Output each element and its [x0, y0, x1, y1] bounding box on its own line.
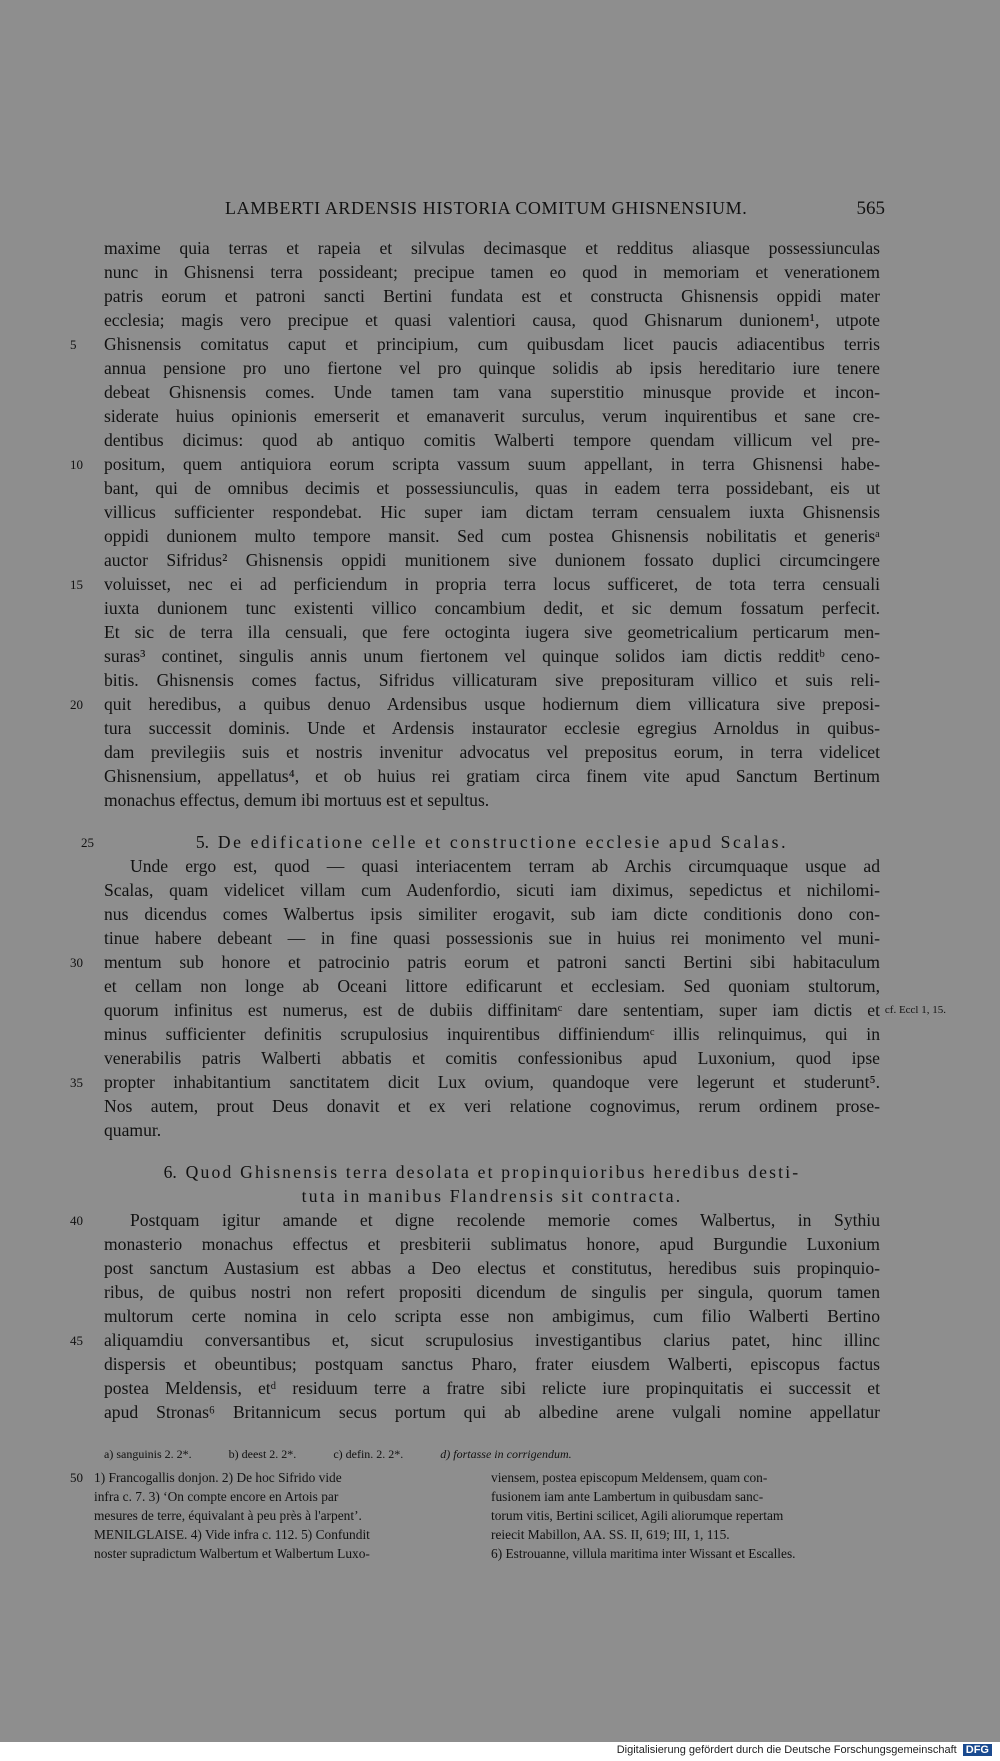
line-text: bant, qui de omnibus decimis et possessiunculis, quas in eadem terra possidebant, eis ut: [104, 478, 880, 498]
line-text: oppidi dunionem multo tempore mansit. Sed cum postea Ghisnensis nobilitatis et generisᵃ: [104, 526, 880, 546]
section-number: 6.: [163, 1162, 177, 1182]
line-text: propter inhabitantium sanctitatem dicit Lux ovium, quandoque vere legerunt et studerunt⁵.: [104, 1072, 880, 1092]
line-text: dispersis et obeuntibus; postquam sanctus Pharo, frater eiusdem Walberti, episcopus factus: [104, 1354, 880, 1374]
line-text: suras³ continet, singulis annis unum fiertonem vel quinque solidos iam dictis redditᵇ ceno-: [104, 646, 880, 666]
line-text: dam previlegiis suis et nostris invenitur advocatus vel prepositus eorum, in terra videlicet: [104, 742, 880, 762]
line-text: venerabilis patris Walberti abbatis et comitis confessionibus apud Luxonium, quod ipse: [104, 1048, 880, 1068]
section-title: De edificatione celle et constructione ecclesie apud Scalas.: [217, 832, 789, 852]
text-line: [104, 308, 880, 332]
line-text: Et sic de terra illa censuali, que fere octoginta iugera sive geometricalium perticarum men-: [104, 622, 880, 642]
text-line: [70, 692, 880, 716]
line-text: minus sufficienter definitis scrupulosius inquirentibus diffiniendumᶜ illis relinquimus, qui in: [104, 1024, 880, 1044]
text-line: [104, 380, 880, 404]
text-line: [104, 548, 880, 572]
text-line: [104, 236, 880, 260]
line-text: Ghisnensis comitatus caput et principium, cum quibusdam licet paucis adiacentibus terris: [104, 334, 880, 354]
footnote-line: mesures de terre, équivalant à peu près à l'arpent’.: [94, 1508, 362, 1523]
dfg-footer: [617, 1744, 992, 1756]
text-line: [70, 1070, 880, 1094]
text-line: [104, 1352, 880, 1376]
running-header: [0, 198, 1000, 228]
text-line: [104, 902, 880, 926]
footnote-line: 1) Francogallis donjon. 2) De hoc Sifrido vide: [94, 1470, 342, 1485]
line-text: monachus effectus, demum ibi mortuus est et sepultus.: [104, 790, 490, 810]
section-heading-5: [81, 830, 880, 854]
text-line: [104, 926, 880, 950]
apparatus-a: a) sanguinis 2. 2*.: [104, 1447, 192, 1461]
paragraph-block-1: [70, 236, 880, 812]
text-line: [70, 950, 880, 974]
line-text: nunc in Ghisnensi terra possideant; precipue tamen eo quod in memoriam et venerationem: [104, 262, 880, 282]
line-text: aliquamdiu conversantibus et, sicut scrupulosius investigantibus clarius patet, hinc illinc: [104, 1330, 880, 1350]
line-number: 20: [70, 697, 83, 712]
line-text: annua pensione pro uno fiertone vel pro quinque solidis ab ipsis hereditario iure tenere: [104, 358, 880, 378]
text-line: [104, 1280, 880, 1304]
footnote-line: torum vitis, Bertini scilicet, Agili aliorumque repertam: [491, 1508, 784, 1523]
section-heading-6-cont: [104, 1184, 880, 1208]
margin-note: cf. Eccl 1, 15.: [884, 1004, 946, 1016]
text-line: [104, 1046, 880, 1070]
line-number: 35: [70, 1075, 83, 1090]
text-line: [104, 1376, 880, 1400]
line-text: voluisset, nec ei ad perficiendum in propria terra locus sufficeret, de tota terra censuali: [104, 574, 880, 594]
section-title-line-2: tuta in manibus Flandrensis sit contracta.: [301, 1186, 683, 1206]
text-line: [104, 1304, 880, 1328]
text-line: [104, 1400, 880, 1424]
text-line: [104, 404, 880, 428]
text-line: [104, 716, 880, 740]
text-line: [104, 644, 880, 668]
section-title-line-1: Quod Ghisnensis terra desolata et propinquioribus heredibus desti-: [185, 1162, 801, 1182]
paragraph-block-3: [70, 1208, 880, 1424]
line-number: 50: [70, 1470, 83, 1485]
line-number: 30: [70, 955, 83, 970]
line-text: quit heredibus, a quibus denuo Ardensibus usque hodiernum diem villicatura sive preposi-: [104, 694, 880, 714]
text-line: [104, 1256, 880, 1280]
line-text: Nos autem, prout Deus donavit et ex veri relatione cognovimus, rerum ordinem prose-: [104, 1096, 880, 1116]
main-text: [70, 236, 946, 1424]
footnotes-right-column: [491, 1468, 881, 1563]
text-line: [104, 620, 880, 644]
line-text: post sanctum Austasium est abbas a Deo electus et constitutus, heredibus suis propinquio-: [104, 1258, 880, 1278]
line-text: postea Meldensis, etᵈ residuum terre a fratre sibi relicte iure propinquitatis ei successit et: [104, 1378, 880, 1398]
line-text: nus dicendus comes Walbertus ipsis similiter erogavit, sub iam dicte conditionis dono con-: [104, 904, 880, 924]
footnote-line: reiecit Mabillon, AA. SS. II, 619; III, 1, 115.: [491, 1527, 730, 1542]
line-text: mentum sub honore et patrocinio patris eorum et patroni sancti Bertini sibi habitaculum: [104, 952, 880, 972]
text-line: [70, 332, 880, 356]
line-text: Unde ergo est, quod — quasi interiacentem terram ab Archis circumquaque usque ad: [130, 856, 880, 876]
text-line: [104, 1094, 880, 1118]
text-line: [70, 1328, 880, 1352]
line-text: Scalas, quam videlicet villam cum Audenfordio, sicuti iam diximus, sepedictus et nichilomi-: [104, 880, 880, 900]
text-line: [104, 764, 880, 788]
line-text: bitis. Ghisnensis comes factus, Sifridus villicaturam sive preposituram villico et suis reli-: [104, 670, 880, 690]
footnote-line: 6) Estrouanne, villula maritima inter Wissant et Escalles.: [491, 1546, 796, 1561]
text-line: [104, 998, 946, 1022]
line-number: 25: [81, 835, 94, 850]
text-line: [70, 1208, 880, 1232]
text-line: [104, 788, 880, 812]
line-text: positum, quem antiquiora eorum scripta vassum suum appellant, in terra Ghisnensi habe-: [104, 454, 880, 474]
text-line: [104, 260, 880, 284]
line-text: quorum infinitus est numerus, est de dubiis diffinitamᶜ dare sententiam, super iam dictis et: [104, 1000, 880, 1020]
line-text: villicus sufficienter respondebat. Hic super iam dictam terram censualem iuxta Ghisnensis: [104, 502, 880, 522]
critical-apparatus: [104, 1447, 880, 1462]
line-text: debeat Ghisnensis comes. Unde tamen tam vana superstitio minusque provide et incon-: [104, 382, 880, 402]
line-text: monasterio monachus effectus et presbiterii sublimatus honore, apud Burgundie Luxonium: [104, 1234, 880, 1254]
footnote-line: noster supradictum Walbertum et Walbertum Luxo-: [94, 1546, 370, 1561]
text-line: [70, 452, 880, 476]
running-title: LAMBERTI ARDENSIS HISTORIA COMITUM GHISNENSIUM.: [225, 198, 748, 218]
text-line: [70, 572, 880, 596]
text-line: [104, 596, 880, 620]
line-text: siderate huius opinionis emerserit et emanaverit surculus, verum inquirentibus et sane cre-: [104, 406, 880, 426]
line-text: maxime quia terras et rapeia et silvulas decimasque et redditus aliasque possessiunculas: [104, 238, 880, 258]
line-number: 5: [70, 337, 77, 352]
line-text: quamur.: [104, 1120, 162, 1140]
line-text: et cellam non longe ab Oceani littore edificarunt et ecclesiam. Sed quoniam stultorum,: [104, 976, 880, 996]
line-text: auctor Sifridus² Ghisnensis oppidi munitionem sive dunionem fossato duplici circumcingere: [104, 550, 880, 570]
text-line: [104, 524, 880, 548]
text-line: [104, 476, 880, 500]
footnote-line: infra c. 7. 3) ‘On compte encore en Artois par: [94, 1489, 339, 1504]
apparatus-c: c) defin. 2. 2*.: [333, 1447, 404, 1461]
line-text: Ghisnensium, appellatus⁴, et ob huius rei gratiam circa finem vite apud Sanctum Bertinum: [104, 766, 880, 786]
text-line: [104, 428, 880, 452]
footnotes-left-column: [94, 1468, 489, 1563]
dfg-logo: DFG: [963, 1744, 992, 1756]
line-text: ecclesia; magis vero precipue et quasi valentiori causa, quod Ghisnarum dunionem¹, utpote: [104, 310, 880, 330]
text-line: [104, 1232, 880, 1256]
line-text: multorum certe nomina in celo scripta esse non ambigimus, cum filio Walberti Bertino: [104, 1306, 880, 1326]
line-number: 10: [70, 457, 83, 472]
line-text: tinue habere debeant — in fine quasi possessionis sue in huius rei monimento vel muni-: [104, 928, 880, 948]
section-number: 5.: [195, 832, 210, 852]
footer-text: Digitalisierung gefördert durch die Deutsche Forschungsgemeinschaft: [616, 1744, 957, 1756]
footnote-line: viensem, postea episcopum Meldensem, quam con-: [491, 1470, 768, 1485]
text-line: [104, 854, 880, 878]
apparatus-d: d) fortasse in corrigendum.: [440, 1447, 572, 1461]
line-text: apud Stronas⁶ Britannicum secus portum qui ab albedine arene vulgali nomine appellatur: [104, 1402, 880, 1422]
line-text: Postquam igitur amande et digne recolende memorie comes Walbertus, in Sythiu: [130, 1210, 880, 1230]
line-text: tura successit dominis. Unde et Ardensis instaurator ecclesie egregius Arnoldus in quibus-: [104, 718, 880, 738]
section-heading-6: [84, 1160, 880, 1184]
paragraph-block-2: [70, 854, 946, 1142]
line-text: dentibus dicimus: quod ab antiquo comitis Walberti tempore quendam villicum vel pre-: [104, 430, 880, 450]
footnote-line: MENILGLAISE. 4) Vide infra c. 112. 5) Confundit: [94, 1527, 370, 1542]
text-line: [104, 1022, 880, 1046]
line-number: 15: [70, 577, 83, 592]
page-number: 565: [856, 198, 885, 219]
line-number: 40: [70, 1213, 83, 1228]
text-line: [104, 740, 880, 764]
line-number: 45: [70, 1333, 83, 1348]
footnote-line: fusionem iam ante Lambertum in quibusdam sanc-: [491, 1489, 764, 1504]
text-line: [104, 284, 880, 308]
line-text: iuxta dunionem tunc existenti villico concambium dedit, et sic demum fossatum perfecit.: [104, 598, 880, 618]
line-text: ribus, de quibus nostri non refert propositi dicendum de singulis per singula, quorum tamen: [104, 1282, 880, 1302]
text-line: [104, 1118, 880, 1142]
text-line: [104, 878, 880, 902]
apparatus-b: b) deest 2. 2*.: [228, 1447, 297, 1461]
text-line: [104, 668, 880, 692]
text-line: [104, 500, 880, 524]
text-line: [104, 356, 880, 380]
line-text: patris eorum et patroni sancti Bertini fundata est et constructa Ghisnensis oppidi mater: [104, 286, 880, 306]
text-line: [104, 974, 880, 998]
